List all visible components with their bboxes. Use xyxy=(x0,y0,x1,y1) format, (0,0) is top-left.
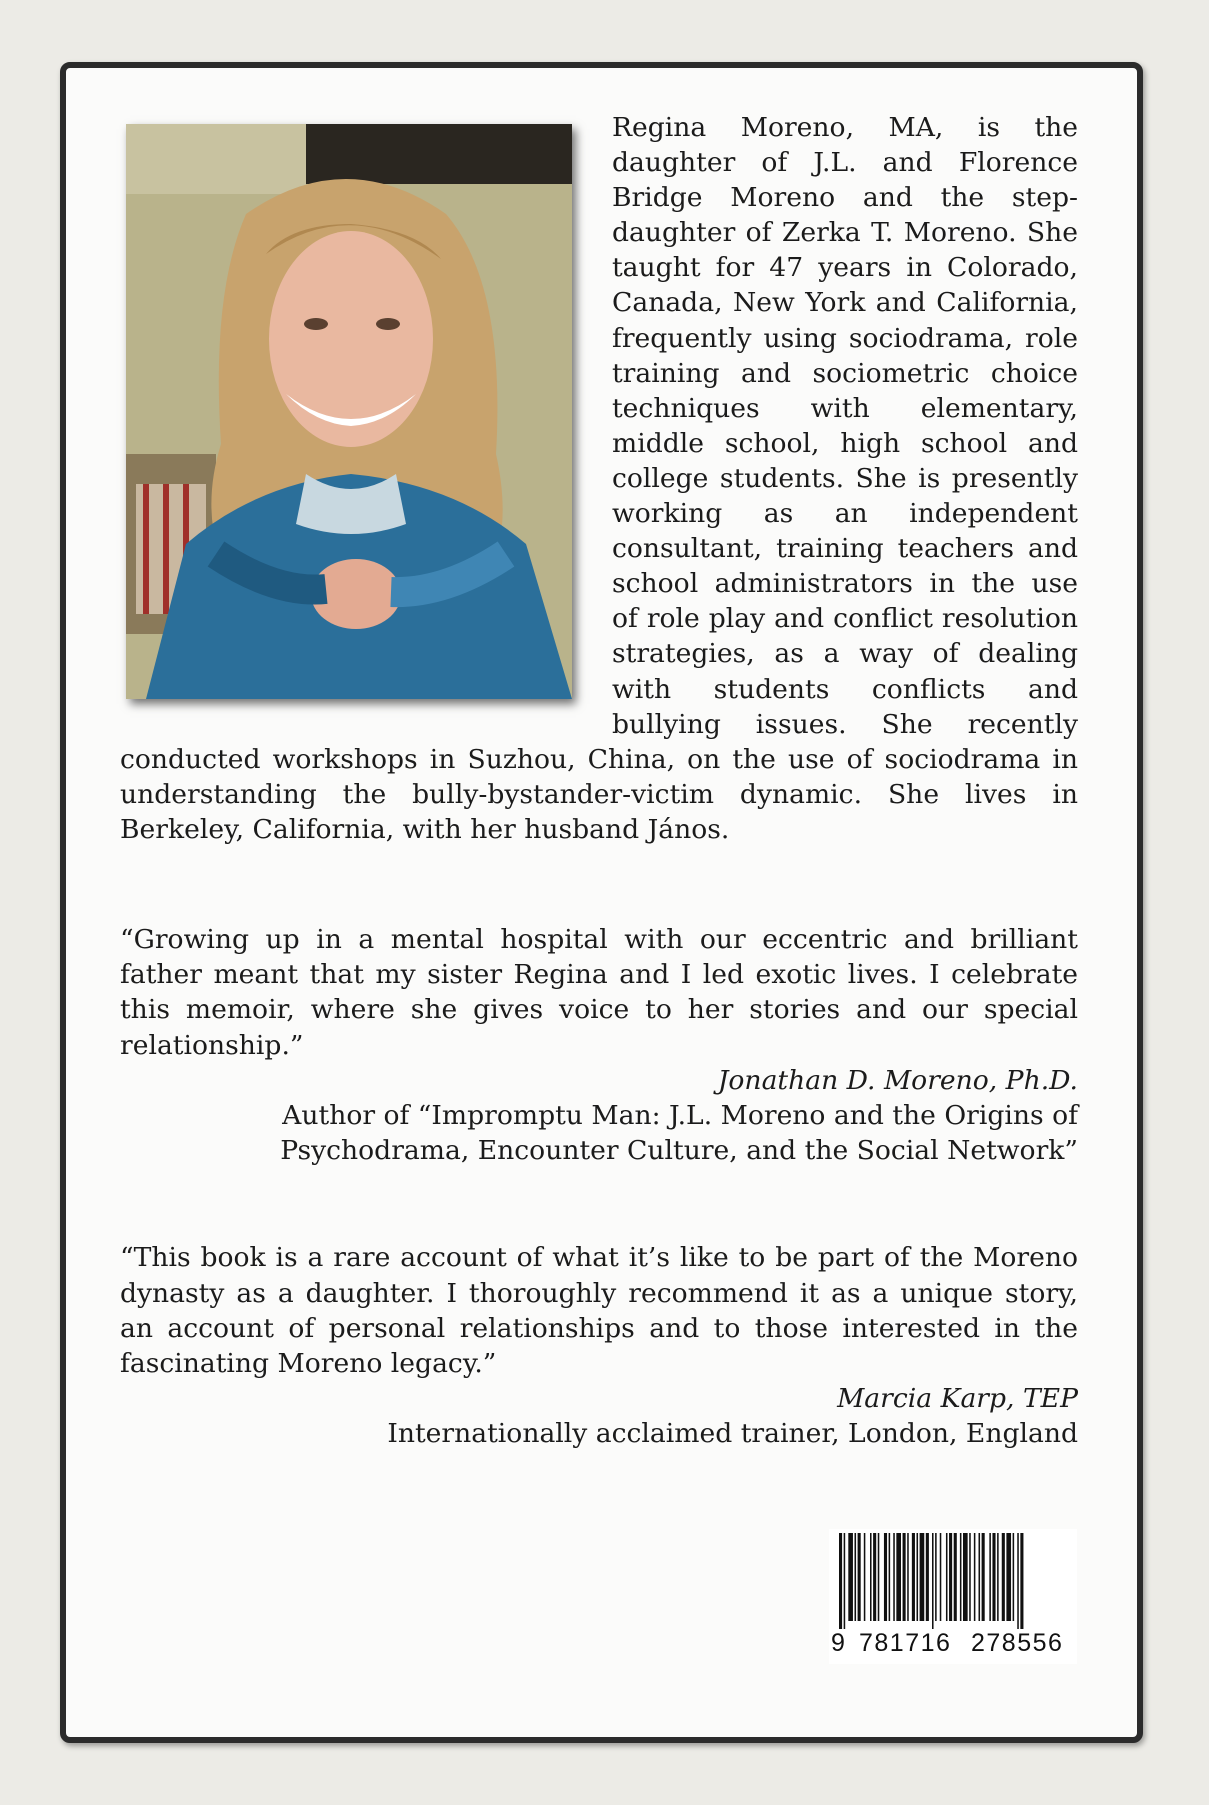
barcode-bar xyxy=(1020,1533,1023,1629)
testimonial-author-name: Jonathan D. Moreno, Ph.D. xyxy=(717,1064,1078,1096)
barcode-bar xyxy=(864,1533,866,1621)
barcode-bar xyxy=(912,1533,915,1621)
barcode-bar xyxy=(903,1533,906,1621)
barcode-bar xyxy=(954,1533,957,1621)
testimonial-author-role: Author of “Impromptu Man: J.L. Moreno and the Origins of xyxy=(282,1099,1078,1131)
barcode-bar xyxy=(844,1533,846,1629)
barcode-bars xyxy=(829,1529,1077,1629)
testimonial-author-name: Marcia Karp, TEP xyxy=(837,1383,1078,1415)
barcode-bar xyxy=(1017,1533,1019,1629)
author-bio: Regina Moreno, MA, is the daughter of J.L. and Florence Bridge Moreno and the step-daughter of Zerka T. Moreno. She taught for 47 years in Colorado, Canada, New York and California, frequently using sociodrama, role training and sociometric choice techniques with elementary, middle school, high school and college students. She is presently working as an independent consultant, training teachers and school administrators in the use of role play and conflict resolution strategies, as a way of dealing with students conflicts and bullying issues. She recently conducted workshops in Suzhou, China, on the use of sociodrama in understanding the bully-bystander-victim dynamic. She lives in Berkeley, California, with her husband János. xyxy=(120,112,1078,845)
author-photo xyxy=(126,124,572,699)
testimonial-author-role: Internationally acclaimed trainer, London, England xyxy=(387,1418,1078,1450)
barcode-bar xyxy=(969,1533,971,1621)
testimonial-attribution xyxy=(120,1063,1078,1169)
barcode-bar xyxy=(884,1533,887,1621)
barcode-bar xyxy=(963,1533,968,1621)
testimonial-quote: “This book is a rare account of what it’s like to be part of the Moreno dynasty as a daughter. I thoroughly recommend it as a unique story, an account of personal relationships and to those interested in the fascinating Moreno legacy.” xyxy=(120,1242,1078,1379)
barcode-digit-group-2: 278556 xyxy=(971,1629,1064,1657)
isbn-barcode xyxy=(829,1529,1077,1664)
barcode-bar xyxy=(997,1533,999,1621)
testimonial-2 xyxy=(120,1240,1078,1451)
barcode-digits xyxy=(829,1629,1077,1659)
testimonial-author-role: Psychodrama, Encounter Culture, and the Social Network” xyxy=(280,1135,1078,1167)
barcode-bar xyxy=(889,1533,891,1621)
barcode-lead-digit: 9 xyxy=(831,1629,845,1657)
barcode-bar xyxy=(1013,1533,1015,1621)
back-cover-content xyxy=(120,110,1078,1452)
barcode-digit-group-1: 781716 xyxy=(859,1629,952,1657)
barcode-bar xyxy=(848,1533,853,1621)
barcode-bar xyxy=(932,1533,934,1629)
barcode-bar xyxy=(935,1533,937,1621)
testimonial-attribution xyxy=(120,1381,1078,1451)
barcode-bar xyxy=(907,1533,909,1621)
barcode-bar xyxy=(858,1533,861,1621)
barcode-bar xyxy=(873,1533,876,1621)
barcode-bar xyxy=(989,1533,991,1621)
barcode-bar xyxy=(946,1533,948,1621)
barcode-bar xyxy=(1006,1533,1011,1621)
barcode-bar xyxy=(982,1533,985,1621)
barcode-bar xyxy=(870,1533,872,1621)
barcode-bar xyxy=(878,1533,880,1621)
barcode-bar xyxy=(979,1533,981,1621)
barcode-bar xyxy=(839,1533,842,1629)
barcode-bar xyxy=(920,1533,925,1621)
barcode-bar xyxy=(1002,1533,1005,1621)
barcode-bar xyxy=(992,1533,995,1621)
author-portrait-image xyxy=(126,124,572,699)
testimonial-quote: “Growing up in a mental hospital with our eccentric and brilliant father meant that my sister Regina and I led exotic lives. I celebrate this memoir, where she gives voice to her stories and our special relationship.” xyxy=(120,923,1078,1061)
barcode-bar xyxy=(855,1533,857,1621)
barcode-bar xyxy=(917,1533,919,1621)
testimonial-1 xyxy=(120,922,1078,1168)
barcode-bar xyxy=(940,1533,942,1621)
barcode-bar xyxy=(974,1533,976,1621)
barcode-bar xyxy=(893,1533,895,1621)
barcode-bar xyxy=(960,1533,962,1621)
barcode-bar xyxy=(949,1533,952,1621)
barcode-bar xyxy=(896,1533,901,1621)
barcode-bar xyxy=(926,1533,929,1621)
